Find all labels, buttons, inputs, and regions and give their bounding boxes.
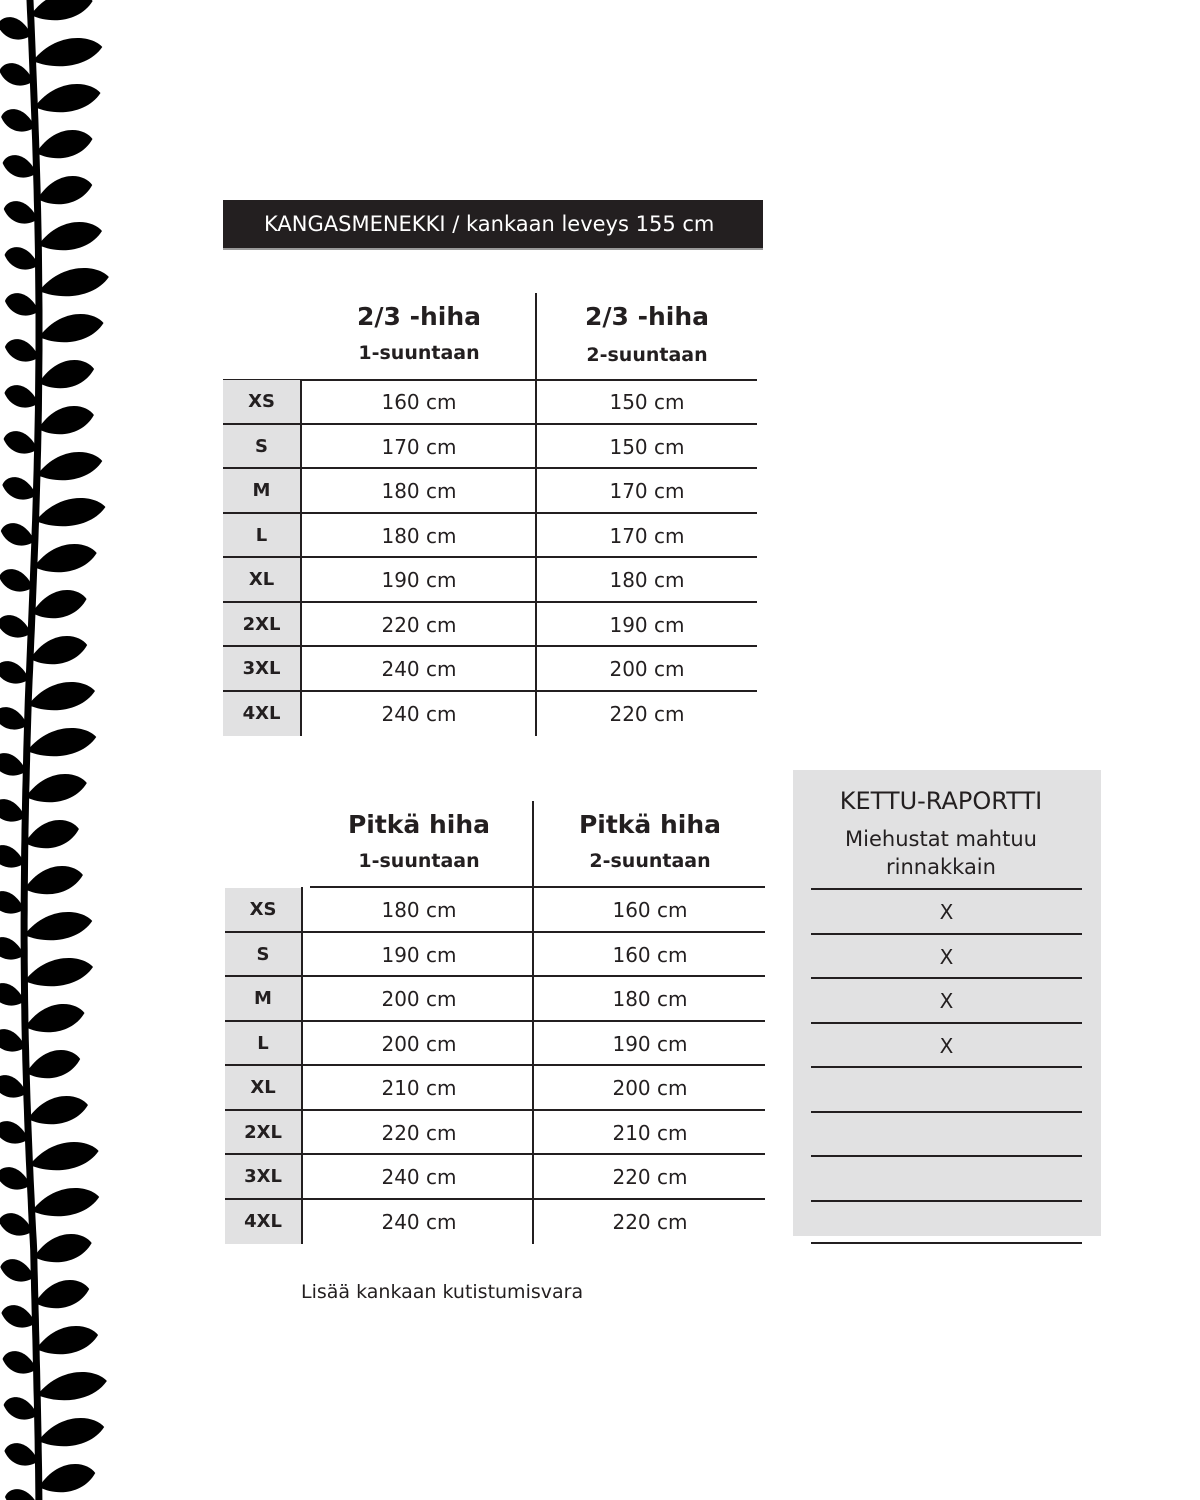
- leaf-icon: [36, 498, 106, 526]
- title-bar: [223, 200, 763, 250]
- leaf-icon: [0, 937, 24, 959]
- kettu-report-row: [811, 1066, 1082, 1110]
- leaf-icon: [37, 176, 92, 204]
- column-heading: 2/3 -hiha: [356, 302, 482, 331]
- table-row: [223, 558, 757, 602]
- leaf-icon: [4, 201, 38, 223]
- leaf-icon: [5, 339, 39, 361]
- value-cell: 220 cm: [609, 701, 685, 726]
- leaf-icon: [24, 912, 92, 940]
- leaf-icon: [31, 0, 93, 20]
- table-row: [225, 1022, 765, 1066]
- size-label: 4XL: [223, 692, 300, 736]
- value-cell: 200 cm: [609, 657, 685, 681]
- leaf-icon: [0, 983, 25, 1005]
- shrinkage-note: Lisää kankaan kutistumisvara: [301, 1281, 584, 1303]
- value-cell: 240 cm: [381, 1209, 457, 1234]
- column-header-2: [537, 302, 757, 368]
- value-cell: 190 cm: [612, 1031, 688, 1056]
- kettu-report-row: [811, 1200, 1082, 1244]
- leaf-icon: [0, 799, 25, 821]
- leaf-icon: [2, 477, 36, 499]
- column-subheading: 1-suuntaan: [358, 342, 480, 364]
- leaf-vine-icon: [0, 0, 140, 1500]
- value-cell: 220 cm: [381, 1120, 457, 1145]
- leaf-icon: [34, 84, 100, 112]
- leaf-icon: [25, 1004, 84, 1032]
- size-label: M: [225, 977, 301, 1021]
- table-row: [223, 514, 757, 558]
- value-cell: 200 cm: [612, 1076, 688, 1100]
- value-cell: 160 cm: [612, 898, 688, 922]
- leaf-icon: [1, 1305, 35, 1327]
- leaf-icon: [38, 222, 102, 250]
- column-subheading: 2-suuntaan: [589, 850, 711, 872]
- leaf-icon: [37, 452, 102, 480]
- kettu-report-subtitle: [793, 825, 1089, 881]
- table-row: [225, 1200, 765, 1244]
- table-row: [223, 425, 757, 469]
- value-cell: 240 cm: [381, 701, 457, 726]
- size-label: L: [223, 514, 300, 558]
- value-cell: 240 cm: [381, 657, 457, 681]
- kettu-report-row: [811, 1111, 1082, 1155]
- leaf-icon: [35, 1280, 89, 1308]
- size-label: XS: [225, 888, 301, 932]
- leaf-icon: [37, 1372, 107, 1400]
- leaf-icon: [39, 360, 94, 388]
- leaf-icon: [28, 1096, 88, 1124]
- leaf-icon: [34, 1234, 92, 1262]
- table-row: [223, 647, 757, 691]
- leaf-icon: [0, 569, 33, 591]
- leaf-icon: [5, 247, 39, 269]
- value-cell: 210 cm: [381, 1076, 457, 1100]
- size-label: L: [225, 1022, 301, 1066]
- subtitle-line: rinnakkain: [886, 855, 996, 879]
- size-label: XS: [223, 380, 300, 424]
- kettu-report-row: X: [811, 888, 1082, 932]
- leaf-icon: [0, 661, 29, 683]
- column-heading: 2/3 -hiha: [584, 302, 710, 331]
- table-row: [223, 692, 757, 736]
- table-row: [223, 603, 757, 647]
- leaf-icon: [0, 707, 28, 729]
- value-cell: 150 cm: [609, 390, 685, 414]
- row-rule: [811, 1242, 1082, 1244]
- leaf-icon: [0, 1259, 34, 1281]
- leaf-icon: [24, 958, 93, 986]
- size-label: 4XL: [225, 1200, 301, 1244]
- leaf-icon: [4, 1443, 38, 1465]
- value-cell: 180 cm: [381, 479, 457, 503]
- leaf-icon: [0, 891, 24, 913]
- value-cell: 220 cm: [381, 612, 457, 637]
- leaf-icon: [4, 1397, 38, 1419]
- leaf-icon: [39, 268, 109, 296]
- value-cell: 150 cm: [609, 434, 685, 459]
- table-row: [225, 933, 765, 977]
- table-row: [225, 1111, 765, 1155]
- table-row: [223, 380, 757, 424]
- leaf-icon: [39, 314, 104, 342]
- leaf-icon: [32, 590, 87, 618]
- value-cell: 170 cm: [609, 523, 685, 548]
- leaf-icon: [1, 109, 35, 131]
- leaf-icon: [25, 820, 79, 848]
- value-cell: 180 cm: [612, 987, 688, 1011]
- size-label: M: [223, 469, 300, 513]
- leaf-icon: [3, 1351, 37, 1373]
- value-cell: 160 cm: [612, 942, 688, 967]
- value-cell: 180 cm: [609, 568, 685, 592]
- column-heading: Pitkä hiha: [578, 810, 722, 839]
- column-heading: Pitkä hiha: [347, 810, 491, 839]
- value-cell: 220 cm: [612, 1165, 688, 1189]
- leaf-icon: [36, 130, 92, 158]
- value-cell: 190 cm: [609, 612, 685, 637]
- leaf-icon: [4, 431, 38, 453]
- column-header-1: [303, 302, 535, 366]
- leaf-icon: [34, 544, 97, 572]
- leaf-icon: [26, 774, 87, 802]
- leaf-icon: [33, 38, 103, 66]
- leaf-icon: [0, 753, 26, 775]
- value-cell: 190 cm: [381, 942, 457, 967]
- size-label: 2XL: [225, 1111, 301, 1155]
- column-header-1: [305, 810, 533, 874]
- value-cell: 160 cm: [381, 390, 457, 414]
- leaf-icon: [0, 615, 31, 637]
- column-subheading: 1-suuntaan: [358, 850, 480, 872]
- leaf-icon: [38, 1418, 104, 1446]
- size-label: XL: [225, 1066, 301, 1110]
- leaf-icon: [0, 63, 33, 85]
- size-label: XL: [223, 558, 300, 602]
- table-row: [225, 1155, 765, 1199]
- leaf-icon: [0, 1167, 30, 1189]
- value-cell: 240 cm: [381, 1165, 457, 1189]
- leaf-icon: [32, 1188, 99, 1216]
- value-cell: 220 cm: [612, 1209, 688, 1234]
- size-label: 3XL: [223, 647, 300, 691]
- leaf-icon: [36, 1326, 98, 1354]
- leaf-icon: [3, 155, 37, 177]
- title-text: KANGASMENEKKI / kankaan leveys 155 cm: [264, 212, 715, 236]
- value-cell: 200 cm: [381, 987, 457, 1011]
- leaf-icon: [0, 1213, 33, 1235]
- value-cell: 190 cm: [381, 568, 457, 592]
- leaf-icon: [28, 682, 95, 710]
- subtitle-line: Miehustat mahtuu: [845, 827, 1037, 851]
- leaf-icon: [26, 1050, 80, 1078]
- size-label: 3XL: [225, 1155, 301, 1199]
- column-header-2: [535, 810, 765, 874]
- value-cell: 170 cm: [381, 434, 457, 459]
- leaf-icon: [27, 728, 96, 756]
- column-subheading: 2-suuntaan: [586, 344, 708, 366]
- leaf-icon: [1, 523, 35, 545]
- leaf-icon: [30, 636, 87, 664]
- kettu-report-row: X: [811, 1022, 1082, 1066]
- leaf-icon: [30, 1142, 99, 1170]
- leaf-icon: [0, 1075, 27, 1097]
- kettu-report-row: [811, 1155, 1082, 1199]
- kettu-report-row: X: [811, 933, 1082, 977]
- size-label: S: [225, 933, 301, 977]
- table-row: [225, 1066, 765, 1110]
- table-row: [223, 469, 757, 513]
- leaf-icon: [39, 1464, 95, 1492]
- leaf-icon: [5, 1489, 39, 1500]
- table-row: [225, 977, 765, 1021]
- leaf-icon: [24, 866, 83, 894]
- value-cell: 180 cm: [381, 898, 457, 922]
- size-label: S: [223, 425, 300, 469]
- leaf-icon: [38, 406, 94, 434]
- value-cell: 200 cm: [381, 1031, 457, 1056]
- leaf-icon: [0, 17, 31, 39]
- value-cell: 170 cm: [609, 479, 685, 503]
- size-label: 2XL: [223, 603, 300, 647]
- kettu-report-row: X: [811, 977, 1082, 1021]
- value-cell: 180 cm: [381, 523, 457, 548]
- kettu-report-title: KETTU-RAPORTTI: [839, 787, 1043, 815]
- value-cell: 210 cm: [612, 1120, 688, 1145]
- leaf-icon: [5, 293, 39, 315]
- leaf-icon: [0, 1121, 28, 1143]
- kettu-report-box: [793, 770, 1101, 1236]
- leaf-icon: [0, 845, 25, 867]
- leaf-icon: [4, 385, 38, 407]
- table-row: [225, 888, 765, 932]
